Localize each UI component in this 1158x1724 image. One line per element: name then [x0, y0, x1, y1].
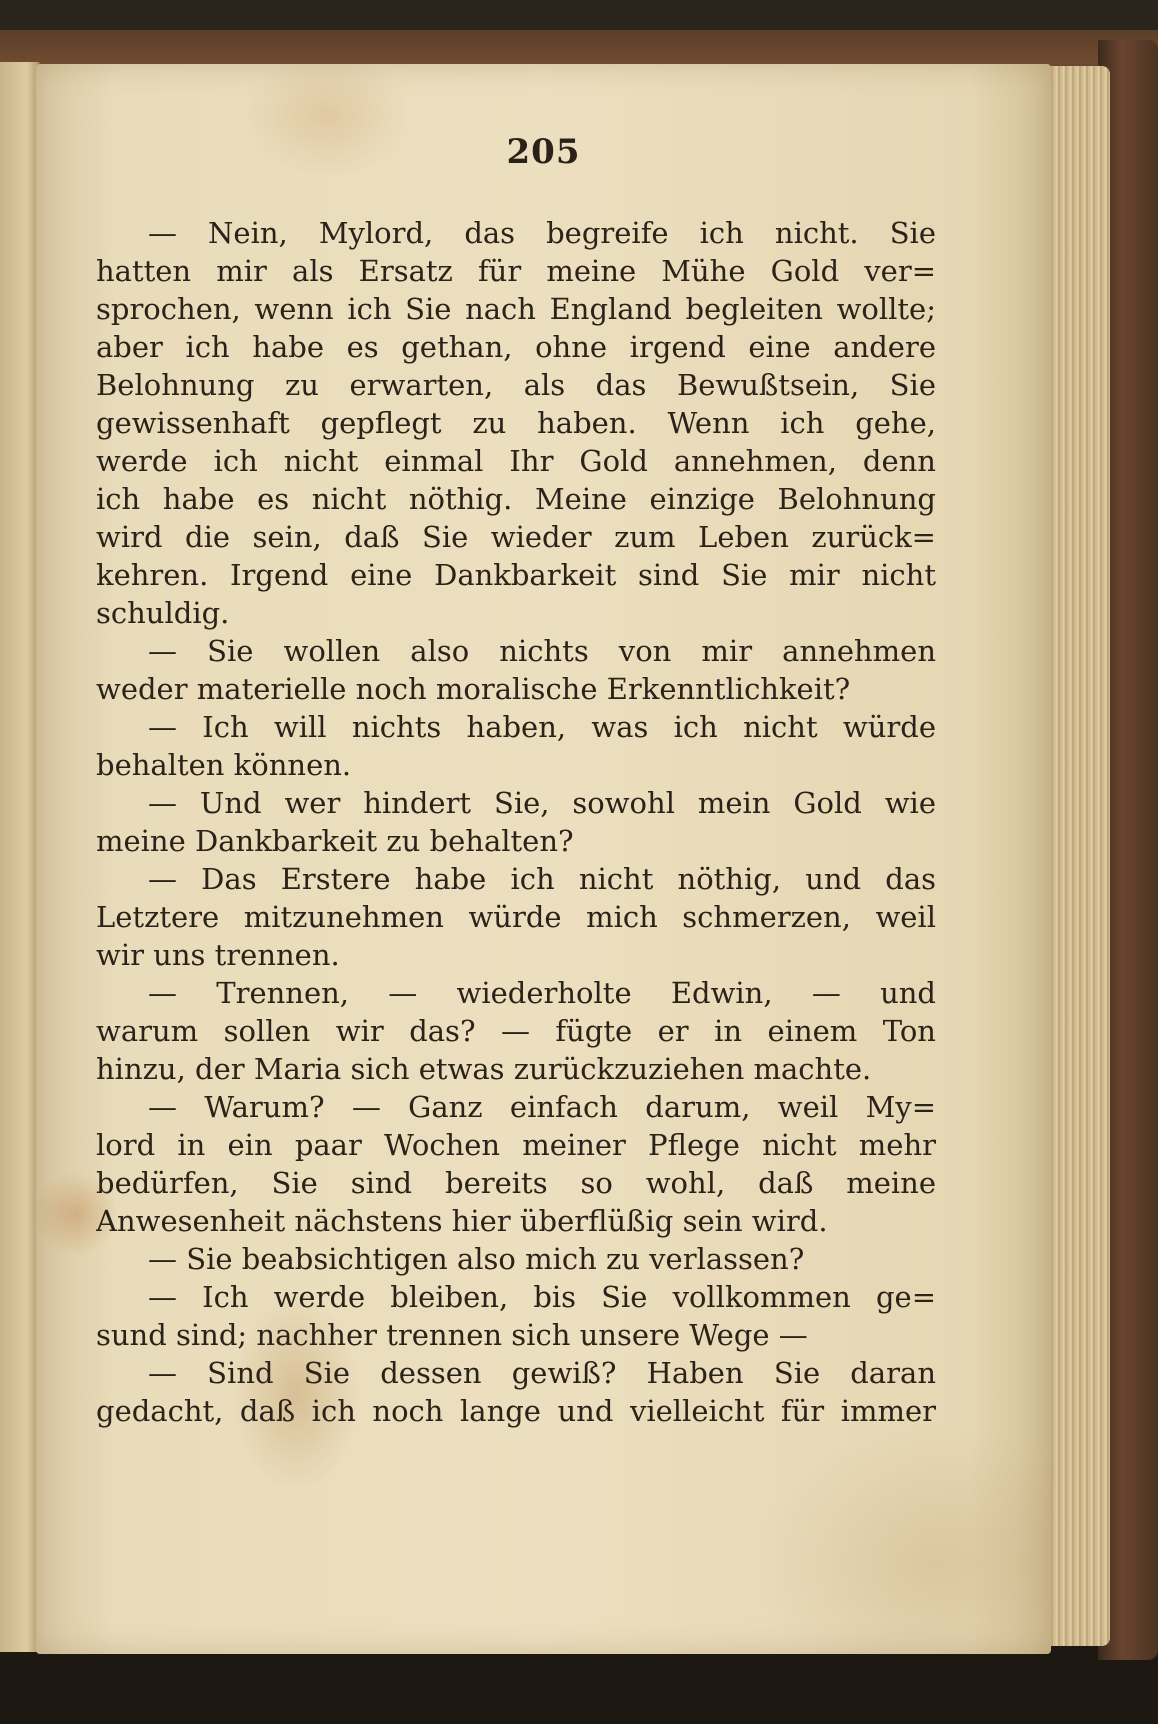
text-line: werde ich nicht einmal Ihr Gold annehmen, denn: [96, 444, 936, 478]
text-line: — Nein, Mylord, das begreife ich nicht. Sie: [148, 216, 936, 250]
text-line: — Warum? — Ganz einfach darum, weil My=: [148, 1090, 936, 1124]
page-number: 205: [506, 132, 581, 172]
text-line: aber ich habe es gethan, ohne irgend eine andere: [96, 330, 936, 364]
text-line: kehren. Irgend eine Dankbarkeit sind Sie mir nicht: [96, 558, 936, 592]
text-line: hinzu, der Maria sich etwas zurückzuziehen machte.: [96, 1052, 872, 1086]
text-line: weder materielle noch moralische Erkenntlichkeit?: [96, 672, 851, 706]
text-line: meine Dankbarkeit zu behalten?: [96, 824, 574, 858]
text-line: gewissenhaft gepflegt zu haben. Wenn ich gehe,: [96, 406, 936, 440]
text-line: Belohnung zu erwarten, als das Bewußtsein, Sie: [96, 368, 936, 402]
text-line: — Und wer hindert Sie, sowohl mein Gold wie: [148, 786, 936, 820]
text-line: schuldig.: [96, 596, 230, 630]
text-line: behalten können.: [96, 748, 352, 782]
text-line: — Trennen, — wiederholte Edwin, — und: [148, 976, 936, 1010]
text-line: wir uns trennen.: [96, 938, 340, 972]
text-line: sund sind; nachher trennen sich unsere Wege —: [96, 1318, 808, 1352]
text-line: sprochen, wenn ich Sie nach England begleiten wollte;: [96, 292, 936, 326]
text-line: Anwesenheit nächstens hier überflüßig sein wird.: [96, 1204, 828, 1238]
text-line: — Ich werde bleiben, bis Sie vollkommen ge=: [148, 1280, 936, 1314]
text-line: — Ich will nichts haben, was ich nicht würde: [148, 710, 936, 744]
text-line: — Sie beabsichtigen also mich zu verlassen?: [148, 1242, 805, 1276]
text-line: — Sie wollen also nichts von mir annehmen: [148, 634, 936, 668]
page-text-block: [96, 214, 936, 1430]
text-line: — Das Erstere habe ich nicht nöthig, und das: [148, 862, 936, 896]
text-line: lord in ein paar Wochen meiner Pflege nicht mehr: [96, 1128, 936, 1162]
text-line: warum sollen wir das? — fügte er in einem Ton: [96, 1014, 936, 1048]
text-line: ich habe es nicht nöthig. Meine einzige Belohnung: [96, 482, 936, 516]
text-line: wird die sein, daß Sie wieder zum Leben zurück=: [96, 520, 936, 554]
text-line: — Sind Sie dessen gewiß? Haben Sie daran: [148, 1356, 936, 1390]
text-line: gedacht, daß ich noch lange und vielleicht für immer: [96, 1394, 936, 1428]
text-line: bedürfen, Sie sind bereits so wohl, daß meine: [96, 1166, 936, 1200]
text-line: Letztere mitzunehmen würde mich schmerzen, weil: [96, 900, 936, 934]
facing-page-edge: [0, 62, 40, 1652]
text-line: hatten mir als Ersatz für meine Mühe Gold ver=: [96, 254, 936, 288]
book-page: [36, 64, 1051, 1654]
